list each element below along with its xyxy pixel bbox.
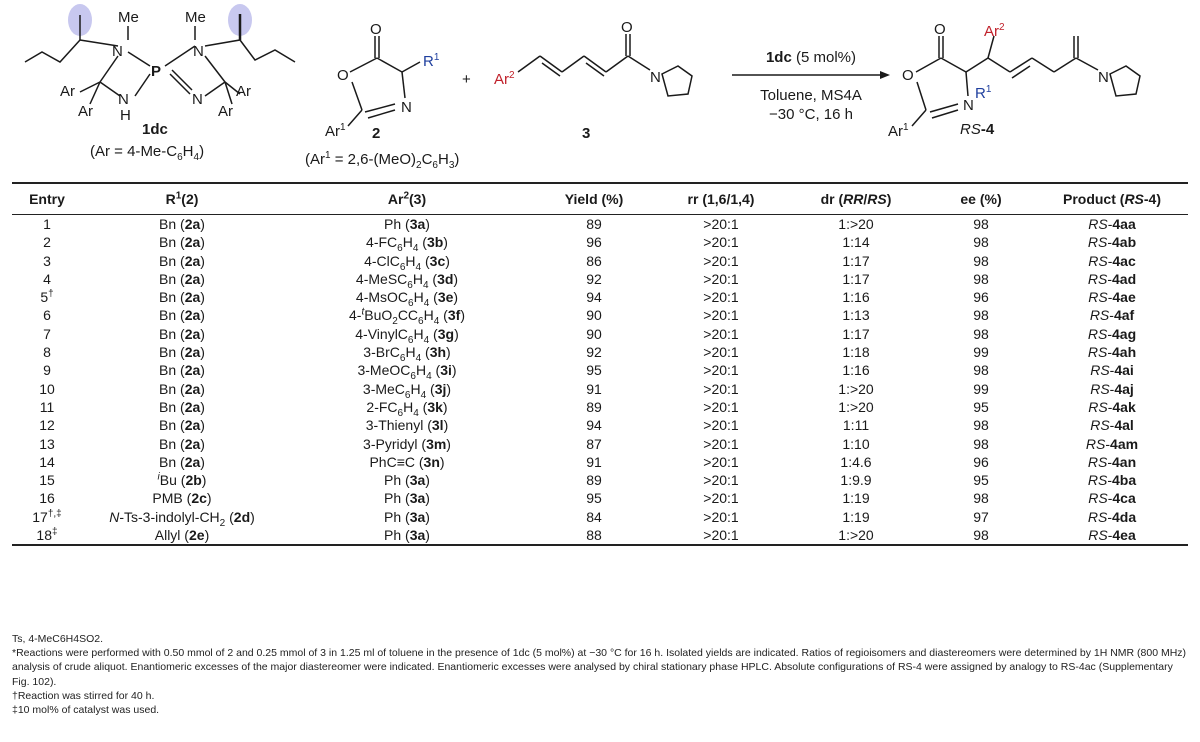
- cell-ee: 98: [973, 234, 989, 251]
- table-row: [12, 343, 1188, 361]
- cell-entry: 10: [39, 380, 55, 397]
- cell-r1: $N-Ts-3-indolyl-CH_2$ (2d): [109, 508, 255, 529]
- oxazolone-o-carbonyl: O: [370, 21, 382, 38]
- cell-r1: Bn (2a): [159, 435, 205, 452]
- oxazolone-ar1: Ar$^1$: [325, 122, 346, 140]
- col-r1: $R^1(2)$: [82, 183, 282, 215]
- cell-yield: 86: [586, 252, 602, 269]
- oxazolone-number: 2: [372, 125, 381, 142]
- table-body: [12, 215, 1188, 546]
- product-ar2: Ar$^2$: [984, 22, 1005, 40]
- table-row: [12, 453, 1188, 471]
- cell-r1: Bn (2a): [159, 307, 205, 324]
- results-table: [12, 182, 1188, 546]
- cell-ar2: Ph (3a): [384, 472, 430, 489]
- catalyst-atom-labels: [60, 9, 251, 163]
- cell-rr: >20:1: [703, 344, 739, 361]
- cell-yield: 94: [586, 289, 602, 306]
- cell-entry: 17†,‡: [32, 508, 62, 525]
- col-rr: rr (1,6/1,4): [656, 183, 786, 215]
- cell-product: RS-4ac: [1088, 252, 1136, 269]
- cell-entry: 15: [39, 472, 55, 489]
- cell-rr: >20:1: [703, 398, 739, 415]
- catalyst-label: 1dc: [142, 121, 168, 138]
- table-row: [12, 288, 1188, 306]
- cell-ar2: Ph (3a): [384, 508, 430, 525]
- cell-dr: 1:9.9: [840, 472, 872, 489]
- cell-r1: Bn (2a): [159, 289, 205, 306]
- cell-r1: Bn (2a): [159, 252, 205, 269]
- dienyl-labels: [494, 19, 661, 142]
- cell-rr: >20:1: [703, 453, 739, 470]
- cell-product: RS-4am: [1085, 435, 1139, 452]
- cell-rr: >20:1: [703, 252, 739, 269]
- cell-product: RS-4ae: [1088, 289, 1136, 306]
- cell-entry: 3: [43, 252, 51, 269]
- cell-dr: 1:11: [842, 417, 870, 434]
- product-labels: [888, 21, 1109, 140]
- cell-dr: 1:16: [842, 289, 870, 306]
- oxazolone-labels: [305, 21, 459, 171]
- cell-rr: >20:1: [656, 526, 786, 545]
- cell-product: RS-4ad: [1087, 270, 1137, 287]
- cell-dr: 1:17: [842, 325, 870, 342]
- cell-ar2: $3-MeOC_6H_4$ (3i): [357, 362, 457, 383]
- cell-rr: >20:1: [703, 362, 739, 379]
- cell-dr: 1:10: [842, 435, 870, 452]
- cell-yield: 95: [586, 362, 602, 379]
- cell-product: RS-4ca: [1088, 490, 1136, 507]
- cell-entry: 1: [43, 216, 51, 232]
- atom-n-3: N: [118, 91, 129, 108]
- plus-sign: +: [462, 71, 471, 88]
- col-dr: dr (RR/RS): [786, 183, 926, 215]
- arrow-conditions: −30 °C, 16 h: [769, 106, 853, 123]
- cell-yield: 87: [586, 435, 602, 452]
- cell-yield: 90: [586, 307, 602, 324]
- oxazolone-o-ring: O: [337, 67, 349, 84]
- cell-yield: 89: [586, 216, 602, 232]
- cell-entry: 14: [39, 453, 55, 470]
- cell-ee: 98: [973, 270, 989, 287]
- table-row: [12, 416, 1188, 434]
- cell-yield: 90: [586, 325, 602, 342]
- cell-rr: >20:1: [703, 234, 739, 251]
- cell-yield: 94: [586, 417, 602, 434]
- cell-ee: 98: [973, 490, 989, 507]
- cell-entry: 18‡: [12, 526, 82, 545]
- cell-entry: 9: [43, 362, 51, 379]
- table-row: [12, 270, 1188, 288]
- cell-r1: Bn (2a): [159, 398, 205, 415]
- cell-ar2: $4-ClC_6H_4$ (3c): [364, 252, 450, 273]
- cell-product: RS-4ak: [1088, 398, 1136, 415]
- atom-n-2: N: [193, 43, 204, 60]
- cell-r1: Bn (2a): [159, 453, 205, 470]
- atom-me-1: Me: [118, 9, 139, 26]
- cell-ar2: Ph (3a): [384, 216, 430, 232]
- atom-me-2: Me: [185, 9, 206, 26]
- oxazolone-note: $(Ar^1 = 2,6-(MeO)_2C_6H_3)$: [305, 150, 460, 171]
- cell-yield: 89: [586, 472, 602, 489]
- table-row: [12, 325, 1188, 343]
- cell-r1: Bn (2a): [159, 380, 205, 397]
- cell-dr: 1:4.6: [840, 453, 872, 470]
- cell-yield: 88: [532, 526, 656, 545]
- dienyl-n: N: [650, 69, 661, 86]
- atom-ar-4: Ar: [218, 103, 233, 120]
- cell-product: RS-4da: [1087, 508, 1137, 525]
- cell-entry: 16: [39, 490, 55, 507]
- dienyl-o: O: [621, 19, 633, 36]
- cell-rr: >20:1: [703, 417, 739, 434]
- cell-yield: 96: [586, 234, 602, 251]
- oxazolone-r1: $R^1$: [423, 52, 440, 70]
- cell-r1: Bn (2a): [159, 362, 205, 379]
- cell-dr: 1:19: [842, 508, 870, 525]
- cell-ar2: $4-MsOC_6H_4$ (3e): [355, 289, 459, 309]
- cell-dr: 1:>20: [838, 380, 874, 397]
- cell-ee: 96: [973, 289, 989, 306]
- cell-ar2: $4-^tBuO_2CC_6H_4$ (3f): [349, 306, 465, 328]
- atom-ar-1: Ar: [60, 83, 75, 100]
- cell-ee: 98: [926, 526, 1036, 545]
- table-row: [12, 398, 1188, 416]
- cell-dr: 1:18: [842, 344, 870, 361]
- cell-dr: 1:17: [842, 270, 870, 287]
- footnotes: [12, 632, 1188, 717]
- atom-n-4: N: [192, 91, 203, 108]
- cell-r1: Bn (2a): [159, 216, 205, 232]
- table-row: [12, 471, 1188, 489]
- cell-ee: 99: [973, 344, 989, 361]
- cell-rr: >20:1: [703, 289, 739, 306]
- cell-r1: Allyl (2e): [82, 526, 282, 545]
- cell-rr: >20:1: [703, 435, 739, 452]
- cell-r1: $^i$Bu (2b): [157, 471, 207, 489]
- cell-dr: 1:>20: [786, 526, 926, 545]
- atom-ar-2: Ar: [78, 103, 93, 120]
- cell-rr: >20:1: [703, 307, 739, 324]
- atom-n-1: N: [112, 43, 123, 60]
- cell-entry: 13: [39, 435, 55, 452]
- cell-entry: 6: [43, 307, 51, 324]
- cell-entry: 11: [39, 398, 55, 415]
- cell-entry: 5†: [40, 288, 54, 306]
- product-n-pyrrole: N: [1098, 69, 1109, 86]
- product-label: RS-4: [960, 121, 995, 138]
- cell-product: RS-4al: [1090, 417, 1134, 434]
- cell-dr: 1:16: [842, 362, 870, 379]
- cell-ee: 95: [973, 398, 989, 415]
- cell-product: RS-4af: [1089, 307, 1135, 324]
- cell-product: RS-4ai: [1090, 362, 1134, 379]
- cell-rr: >20:1: [703, 508, 739, 525]
- cell-entry: 8: [43, 344, 51, 361]
- cell-ar2: $2-FC_6H_4$ (3k): [366, 398, 448, 419]
- footnote-ddagger: ‡10 mol% of catalyst was used.: [12, 704, 160, 717]
- cell-rr: >20:1: [703, 216, 739, 232]
- footnote-dagger: †Reaction was stirred for 40 h.: [12, 689, 155, 702]
- cell-product: RS-4ab: [1087, 234, 1137, 251]
- cell-ee: 98: [973, 325, 989, 342]
- cell-ar2: 3-Thienyl (3l): [365, 417, 449, 434]
- dienyl-ar2: Ar$^2$: [494, 70, 515, 88]
- cell-yield: 89: [586, 398, 602, 415]
- cell-entry: 7: [43, 325, 51, 342]
- col-ee: ee (%): [926, 183, 1036, 215]
- cell-ee: 98: [973, 307, 989, 324]
- atom-p: P: [151, 63, 162, 80]
- cell-ee: 95: [973, 472, 989, 489]
- cell-product: RS-4aa: [1088, 216, 1136, 232]
- cell-r1: PMB (2c): [152, 490, 212, 507]
- cell-product: RS-4ah: [1087, 344, 1137, 361]
- cell-yield: 92: [586, 344, 602, 361]
- cell-r1: Bn (2a): [159, 234, 205, 251]
- cell-yield: 91: [586, 380, 602, 397]
- atom-h: H: [120, 107, 131, 124]
- cell-entry: 4: [43, 270, 51, 287]
- table-row: [12, 361, 1188, 379]
- footnote-main: *Reactions were performed with 0.50 mmol of 2 and 0.25 mmol of 3 in 1.25 ml of toluene in the presence of 1dc (5 mol%) at −30 °C for 16 h. Isolated yields are indicated. Ratios of regioisomers and diastereomers were determined by 1H NMR (800 MHz) analysis of crude aliquot. Enantiomeric excesses of the major diastereomer were indicated. Enantiomeric excesses were analysed by chiral stationary phase HPLC. Absolute configurations of RS-4 were assigned by analogy to RS-4ac (Supplementary Fig. 102).: [12, 647, 1187, 688]
- product-ar1: Ar$^1$: [888, 122, 909, 140]
- atom-ar-3: Ar: [236, 83, 251, 100]
- cell-ar2: $3-BrC_6H_4$ (3h): [363, 344, 451, 364]
- cell-product: RS-4ba: [1087, 472, 1137, 489]
- cell-entry: 12: [39, 417, 55, 434]
- dienyl-number: 3: [582, 125, 591, 142]
- col-yield: Yield (%): [532, 183, 656, 215]
- cell-product: RS-4ea: [1036, 526, 1188, 545]
- cell-ar2: PhC≡C (3n): [369, 453, 445, 470]
- cell-dr: 1:>20: [838, 216, 874, 232]
- arrow-catalyst: 1dc (5 mol%): [765, 49, 857, 66]
- cell-dr: 1:14: [842, 234, 870, 251]
- cell-r1: Bn (2a): [159, 417, 205, 434]
- table-row: [12, 252, 1188, 270]
- cell-dr: 1:13: [842, 307, 870, 324]
- product-o-ring: O: [902, 67, 914, 84]
- dienyl-structure: [518, 34, 692, 96]
- cell-ee: 98: [973, 417, 989, 434]
- table-row: [12, 489, 1188, 507]
- cell-product: RS-4an: [1087, 453, 1137, 470]
- cell-ar2: Ph (3a): [384, 490, 430, 507]
- table-header-row: [12, 183, 1188, 215]
- cell-rr: >20:1: [703, 380, 739, 397]
- cell-dr: 1:17: [842, 252, 870, 269]
- table-row: [12, 435, 1188, 453]
- col-ar2: Ar$^2$(3): [282, 183, 532, 215]
- cell-ee: 97: [973, 508, 989, 525]
- cell-r1: Bn (2a): [159, 325, 205, 342]
- cell-rr: >20:1: [703, 490, 739, 507]
- col-product: Product (RS-4): [1036, 183, 1188, 215]
- oxazolone-n: N: [401, 99, 412, 116]
- cell-yield: 91: [586, 453, 602, 470]
- cell-entry: 2: [43, 234, 51, 251]
- cell-ee: 98: [973, 216, 989, 232]
- cell-rr: >20:1: [703, 270, 739, 287]
- col-entry: Entry: [12, 183, 82, 215]
- product-n: N: [963, 97, 974, 114]
- footnote-abbrev: Ts, 4-MeC6H4SO2.: [12, 633, 104, 645]
- cell-yield: 84: [586, 508, 602, 525]
- table-row: [12, 215, 1188, 234]
- cell-ee: 96: [973, 453, 989, 470]
- cell-ee: 99: [973, 380, 989, 397]
- cell-ar2: $4-MeSC_6H_4$ (3d): [355, 270, 459, 291]
- cell-dr: 1:>20: [838, 398, 874, 415]
- cell-yield: 95: [586, 490, 602, 507]
- catalyst-note: $(Ar = 4-Me-C_6H_4)$: [90, 143, 205, 163]
- cell-ar2: $4-VinylC_6H_4$ (3g): [355, 325, 459, 346]
- table-row: [12, 508, 1188, 526]
- cell-rr: >20:1: [703, 472, 739, 489]
- cell-yield: 92: [586, 270, 602, 287]
- cell-r1: Bn (2a): [159, 344, 205, 361]
- cell-ar2: $3-MeC_6H_4$ (3j): [362, 380, 452, 401]
- cell-ee: 98: [973, 252, 989, 269]
- arrow-solvent: Toluene, MS4A: [760, 87, 862, 104]
- table-row: [12, 380, 1188, 398]
- table-row: [12, 526, 1188, 545]
- cell-product: RS-4ag: [1087, 325, 1137, 342]
- reaction-arrow: [732, 49, 890, 123]
- reaction-scheme: [0, 0, 1200, 180]
- cell-ee: 98: [973, 362, 989, 379]
- product-o-carbonyl: O: [934, 21, 946, 38]
- cell-ar2: 3-Pyridyl (3m): [363, 435, 451, 452]
- cell-product: RS-4aj: [1090, 380, 1134, 397]
- table-row: [12, 306, 1188, 324]
- cell-rr: >20:1: [703, 325, 739, 342]
- cell-ee: 98: [973, 435, 989, 452]
- product-r1: $R^1$: [975, 84, 992, 102]
- cell-ar2: Ph (3a): [282, 526, 532, 545]
- cell-r1: Bn (2a): [159, 270, 205, 287]
- cell-dr: 1:19: [842, 490, 870, 507]
- table-row: [12, 233, 1188, 251]
- cell-ar2: $4-FC_6H_4$ (3b): [366, 234, 448, 255]
